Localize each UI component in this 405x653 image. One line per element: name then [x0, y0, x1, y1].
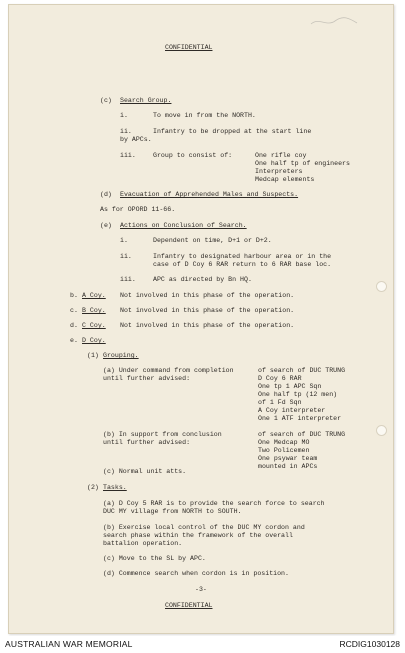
- footer-source: AUSTRALIAN WAR MEMORIAL: [5, 639, 133, 649]
- handwritten-mark-icon: [309, 15, 379, 29]
- tasks-heading: Tasks.: [103, 484, 127, 491]
- task-c-text: (c) Move to the SL by APC.: [103, 555, 206, 562]
- task-b-text: battalion operation.: [103, 540, 183, 547]
- archive-footer: [0, 636, 405, 653]
- grouping-c-text: (c) Normal unit atts.: [103, 468, 187, 475]
- task-b-text: (b) Exercise local control of the DUC MY cordon and: [103, 524, 305, 531]
- task-a-text: DUC MY village from NORTH to SOUTH.: [103, 508, 242, 515]
- para-c-label: (c): [100, 97, 112, 104]
- item-text: Dependent on time, D+1 or D+2.: [153, 237, 272, 244]
- punch-hole-icon: [376, 281, 387, 292]
- company-name: C Coy.: [82, 322, 106, 329]
- classification-top: CONFIDENTIAL: [165, 44, 213, 51]
- para-e-label: (e): [100, 222, 112, 229]
- classification-bottom: CONFIDENTIAL: [165, 602, 213, 609]
- grouping-a-list: of search of DUC TRUNG: [258, 367, 346, 374]
- item-number: iii.: [120, 276, 136, 283]
- item-text: APC as directed by Bn HQ.: [153, 276, 252, 283]
- company-label: d.: [70, 322, 78, 329]
- tasks-label: (2): [87, 484, 99, 491]
- grouping-b-list: One Medcap MO: [258, 439, 310, 446]
- list-item: Interpreters: [255, 168, 303, 175]
- grouping-a-list: A Coy interpreter: [258, 407, 326, 414]
- item-number: i.: [120, 112, 128, 119]
- grouping-a-list: One 1 ATF interpreter: [258, 415, 342, 422]
- company-name: A Coy.: [82, 292, 106, 299]
- para-d-label: (d): [100, 191, 112, 198]
- list-item: One half tp of engineers: [255, 160, 350, 167]
- task-b-text: search phase within the framework of the overall: [103, 532, 293, 539]
- company-text: Not involved in this phase of the operation.: [120, 322, 295, 329]
- item-text: by APCs.: [120, 136, 152, 143]
- grouping-heading: Grouping.: [103, 352, 139, 359]
- item-number: iii.: [120, 152, 136, 159]
- company-text: Not involved in this phase of the operation.: [120, 292, 295, 299]
- item-text: Infantry to be dropped at the start line: [153, 128, 312, 135]
- grouping-a-list: One tp 1 APC Sqn: [258, 383, 322, 390]
- company-label: b.: [70, 292, 78, 299]
- list-item: Medcap elements: [255, 176, 315, 183]
- item-text: Infantry to designated harbour area or in the: [153, 253, 332, 260]
- company-label: c.: [70, 307, 78, 314]
- grouping-a-list: D Coy 6 RAR: [258, 375, 302, 382]
- item-text: case of D Coy 6 RAR return to 6 RAR base loc.: [153, 261, 332, 268]
- grouping-a-list: of 1 Fd Sqn: [258, 399, 302, 406]
- para-d-heading: Evacuation of Apprehended Males and Suspects.: [120, 191, 299, 198]
- grouping-label: (1): [87, 352, 99, 359]
- company-label: e.: [70, 337, 78, 344]
- task-d-text: (d) Commence search when cordon is in position.: [103, 570, 289, 577]
- item-text: Group to consist of:: [153, 152, 233, 159]
- grouping-b-list: One psywar team: [258, 455, 318, 462]
- grouping-b-text: until further advised:: [103, 439, 191, 446]
- grouping-b-list: mounted in APCs: [258, 463, 318, 470]
- para-d-text: As for OPORD 11-66.: [100, 206, 176, 213]
- para-e-heading: Actions on Conclusion of Search.: [120, 222, 247, 229]
- grouping-a-text: until further advised:: [103, 375, 191, 382]
- task-a-text: (a) D Coy 5 RAR is to provide the search force to search: [103, 500, 325, 507]
- page-number: -3-: [195, 586, 207, 593]
- grouping-a-list: One half tp (12 men): [258, 391, 338, 398]
- grouping-b-list: of search of DUC TRUNG: [258, 431, 346, 438]
- grouping-a-text: (a) Under command from completion: [103, 367, 234, 374]
- item-text: To move in from the NORTH.: [153, 112, 256, 119]
- company-name: D Coy.: [82, 337, 106, 344]
- para-c-heading: Search Group.: [120, 97, 172, 104]
- grouping-b-text: (b) In support from conclusion: [103, 431, 222, 438]
- punch-hole-icon: [376, 425, 387, 436]
- footer-record-id: RCDIG1030128: [339, 639, 400, 649]
- list-item: One rifle coy: [255, 152, 307, 159]
- grouping-b-list: Two Policemen: [258, 447, 310, 454]
- item-number: ii.: [120, 253, 132, 260]
- company-text: Not involved in this phase of the operation.: [120, 307, 295, 314]
- item-number: i.: [120, 237, 128, 244]
- company-name: B Coy.: [82, 307, 106, 314]
- item-number: ii.: [120, 128, 132, 135]
